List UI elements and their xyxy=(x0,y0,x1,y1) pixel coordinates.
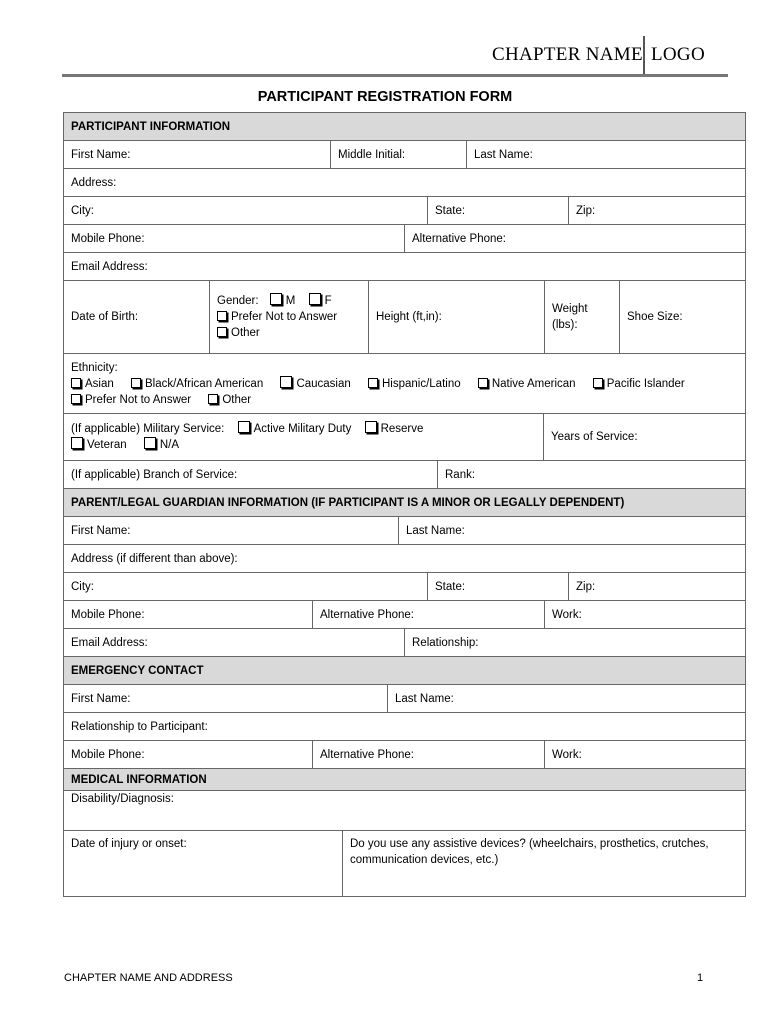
gender-other-checkbox[interactable] xyxy=(217,327,227,337)
participant-state-field[interactable]: State: xyxy=(428,197,569,224)
disability-field[interactable]: Disability/Diagnosis: xyxy=(71,793,174,805)
chapter-name: CHAPTER NAME xyxy=(492,44,643,65)
participant-military-row xyxy=(64,414,745,461)
mil-reserve-label: Reserve xyxy=(380,423,424,435)
rank-field[interactable]: Rank: xyxy=(445,468,476,481)
emergency-relationship-field[interactable]: Relationship to Participant: xyxy=(71,720,208,733)
guardian-mobile-phone-field[interactable]: Mobile Phone: xyxy=(64,601,313,628)
mil-reserve-checkbox[interactable] xyxy=(365,421,377,433)
participant-name-row xyxy=(64,141,745,169)
guardian-last-name-field[interactable]: Last Name: xyxy=(406,524,465,537)
participant-email-row xyxy=(64,253,745,281)
eth-pacific-label: Pacific Islander xyxy=(606,377,685,390)
guardian-address-row xyxy=(64,545,745,573)
participant-address-field[interactable]: Address: xyxy=(71,176,117,189)
participant-first-name-field[interactable]: First Name: xyxy=(64,141,331,168)
mil-active-label: Active Military Duty xyxy=(253,423,352,435)
section-medical xyxy=(64,769,745,791)
participant-zip-field[interactable]: Zip: xyxy=(576,204,596,217)
participant-physical-row xyxy=(64,281,745,354)
ethnicity-options xyxy=(64,354,745,413)
participant-height-field[interactable]: Height (ft,in): xyxy=(369,281,545,353)
participant-phone-row xyxy=(64,225,745,253)
eth-other-label: Other xyxy=(222,393,252,406)
medical-disability-row xyxy=(64,791,745,831)
ethnicity-label: Ethnicity: xyxy=(71,361,118,374)
eth-native-label: Native American xyxy=(491,377,576,390)
header-divider xyxy=(643,36,645,77)
mil-veteran-checkbox[interactable] xyxy=(71,437,83,449)
mil-na-label: N/A xyxy=(159,439,180,451)
emergency-work-phone-field[interactable]: Work: xyxy=(552,748,582,761)
eth-hispanic-label: Hispanic/Latino xyxy=(381,377,461,390)
participant-alt-phone-field[interactable]: Alternative Phone: xyxy=(412,232,506,245)
eth-asian-checkbox[interactable] xyxy=(71,378,81,388)
eth-caucasian-checkbox[interactable] xyxy=(280,376,292,388)
eth-black-checkbox[interactable] xyxy=(131,378,141,388)
years-of-service-field[interactable]: Years of Service: xyxy=(551,431,638,443)
mil-active-checkbox[interactable] xyxy=(238,421,250,433)
emergency-phone-row xyxy=(64,741,745,769)
guardian-alt-phone-field[interactable]: Alternative Phone: xyxy=(313,601,545,628)
guardian-email-row xyxy=(64,629,745,657)
military-options xyxy=(64,414,544,460)
emergency-relationship-row xyxy=(64,713,745,741)
mil-na-checkbox[interactable] xyxy=(144,437,156,449)
guardian-address-field[interactable]: Address (if different than above): xyxy=(71,552,238,565)
section-guardian xyxy=(64,489,745,517)
participant-address-row xyxy=(64,169,745,197)
injury-date-field[interactable]: Date of injury or onset: xyxy=(64,831,343,896)
emergency-mobile-phone-field[interactable]: Mobile Phone: xyxy=(64,741,313,768)
participant-weight-field[interactable] xyxy=(545,281,620,353)
emergency-alt-phone-field[interactable]: Alternative Phone: xyxy=(313,741,545,768)
gender-f-label: F xyxy=(324,295,332,307)
registration-form xyxy=(63,112,746,897)
weight-label-line1: Weight xyxy=(552,303,588,315)
footer-chapter-address: CHAPTER NAME AND ADDRESS xyxy=(64,972,233,984)
gender-label: Gender: xyxy=(217,295,259,307)
section-title: PARENT/LEGAL GUARDIAN INFORMATION (IF PARTICIPANT IS A MINOR OR LEGALLY DEPENDENT) xyxy=(64,489,745,516)
gender-prefer-checkbox[interactable] xyxy=(217,311,227,321)
emergency-first-name-field[interactable]: First Name: xyxy=(64,685,388,712)
military-label: (If applicable) Military Service: xyxy=(71,423,225,435)
participant-city-field[interactable]: City: xyxy=(64,197,428,224)
logo-placeholder: LOGO xyxy=(651,44,705,65)
eth-hispanic-checkbox[interactable] xyxy=(368,378,378,388)
guardian-first-name-field[interactable]: First Name: xyxy=(64,517,399,544)
guardian-city-field[interactable]: City: xyxy=(64,573,428,600)
gender-options xyxy=(210,281,369,353)
page-number: 1 xyxy=(697,972,704,984)
gender-m-label: M xyxy=(285,295,296,307)
guardian-work-phone-field[interactable]: Work: xyxy=(552,608,582,621)
eth-pacific-checkbox[interactable] xyxy=(593,378,603,388)
section-participant xyxy=(64,113,745,141)
header-rule xyxy=(62,74,728,77)
eth-caucasian-label: Caucasian xyxy=(296,377,351,390)
section-emergency xyxy=(64,657,745,685)
participant-city-row xyxy=(64,197,745,225)
participant-branch-row xyxy=(64,461,745,489)
branch-of-service-field[interactable]: (If applicable) Branch of Service: xyxy=(64,461,438,488)
assistive-devices-field[interactable]: Do you use any assistive devices? (wheelchairs, prosthetics, crutches, communication devices, etc.) xyxy=(350,838,709,866)
mil-veteran-label: Veteran xyxy=(87,439,127,451)
gender-m-checkbox[interactable] xyxy=(270,293,282,305)
guardian-relationship-field[interactable]: Relationship: xyxy=(412,636,479,649)
participant-shoe-size-field[interactable]: Shoe Size: xyxy=(627,311,683,323)
eth-native-checkbox[interactable] xyxy=(478,378,488,388)
guardian-name-row xyxy=(64,517,745,545)
section-title: PARTICIPANT INFORMATION xyxy=(64,113,745,140)
gender-other-label: Other xyxy=(231,327,260,339)
participant-mobile-phone-field[interactable]: Mobile Phone: xyxy=(64,225,405,252)
guardian-email-field[interactable]: Email Address: xyxy=(64,629,405,656)
emergency-name-row xyxy=(64,685,745,713)
eth-prefer-checkbox[interactable] xyxy=(71,394,81,404)
eth-asian-label: Asian xyxy=(85,377,114,390)
eth-prefer-label: Prefer Not to Answer xyxy=(85,393,192,406)
participant-middle-initial-field[interactable]: Middle Initial: xyxy=(331,141,467,168)
form-title: PARTICIPANT REGISTRATION FORM xyxy=(257,89,513,105)
participant-dob-field[interactable]: Date of Birth: xyxy=(64,281,210,353)
guardian-state-field[interactable]: State: xyxy=(428,573,569,600)
section-title: MEDICAL INFORMATION xyxy=(64,769,745,790)
participant-email-field[interactable]: Email Address: xyxy=(71,260,148,273)
weight-label-line2: (lbs): xyxy=(552,319,578,331)
guardian-city-row xyxy=(64,573,745,601)
medical-injury-row xyxy=(64,831,745,897)
guardian-phone-row xyxy=(64,601,745,629)
gender-prefer-label: Prefer Not to Answer xyxy=(231,311,338,323)
participant-ethnicity-row xyxy=(64,354,745,414)
emergency-last-name-field[interactable]: Last Name: xyxy=(395,692,454,705)
section-title: EMERGENCY CONTACT xyxy=(64,657,745,684)
eth-black-label: Black/African American xyxy=(144,377,264,390)
guardian-zip-field[interactable]: Zip: xyxy=(576,580,596,593)
participant-last-name-field[interactable]: Last Name: xyxy=(474,148,533,161)
gender-f-checkbox[interactable] xyxy=(309,293,321,305)
eth-other-checkbox[interactable] xyxy=(208,394,218,404)
